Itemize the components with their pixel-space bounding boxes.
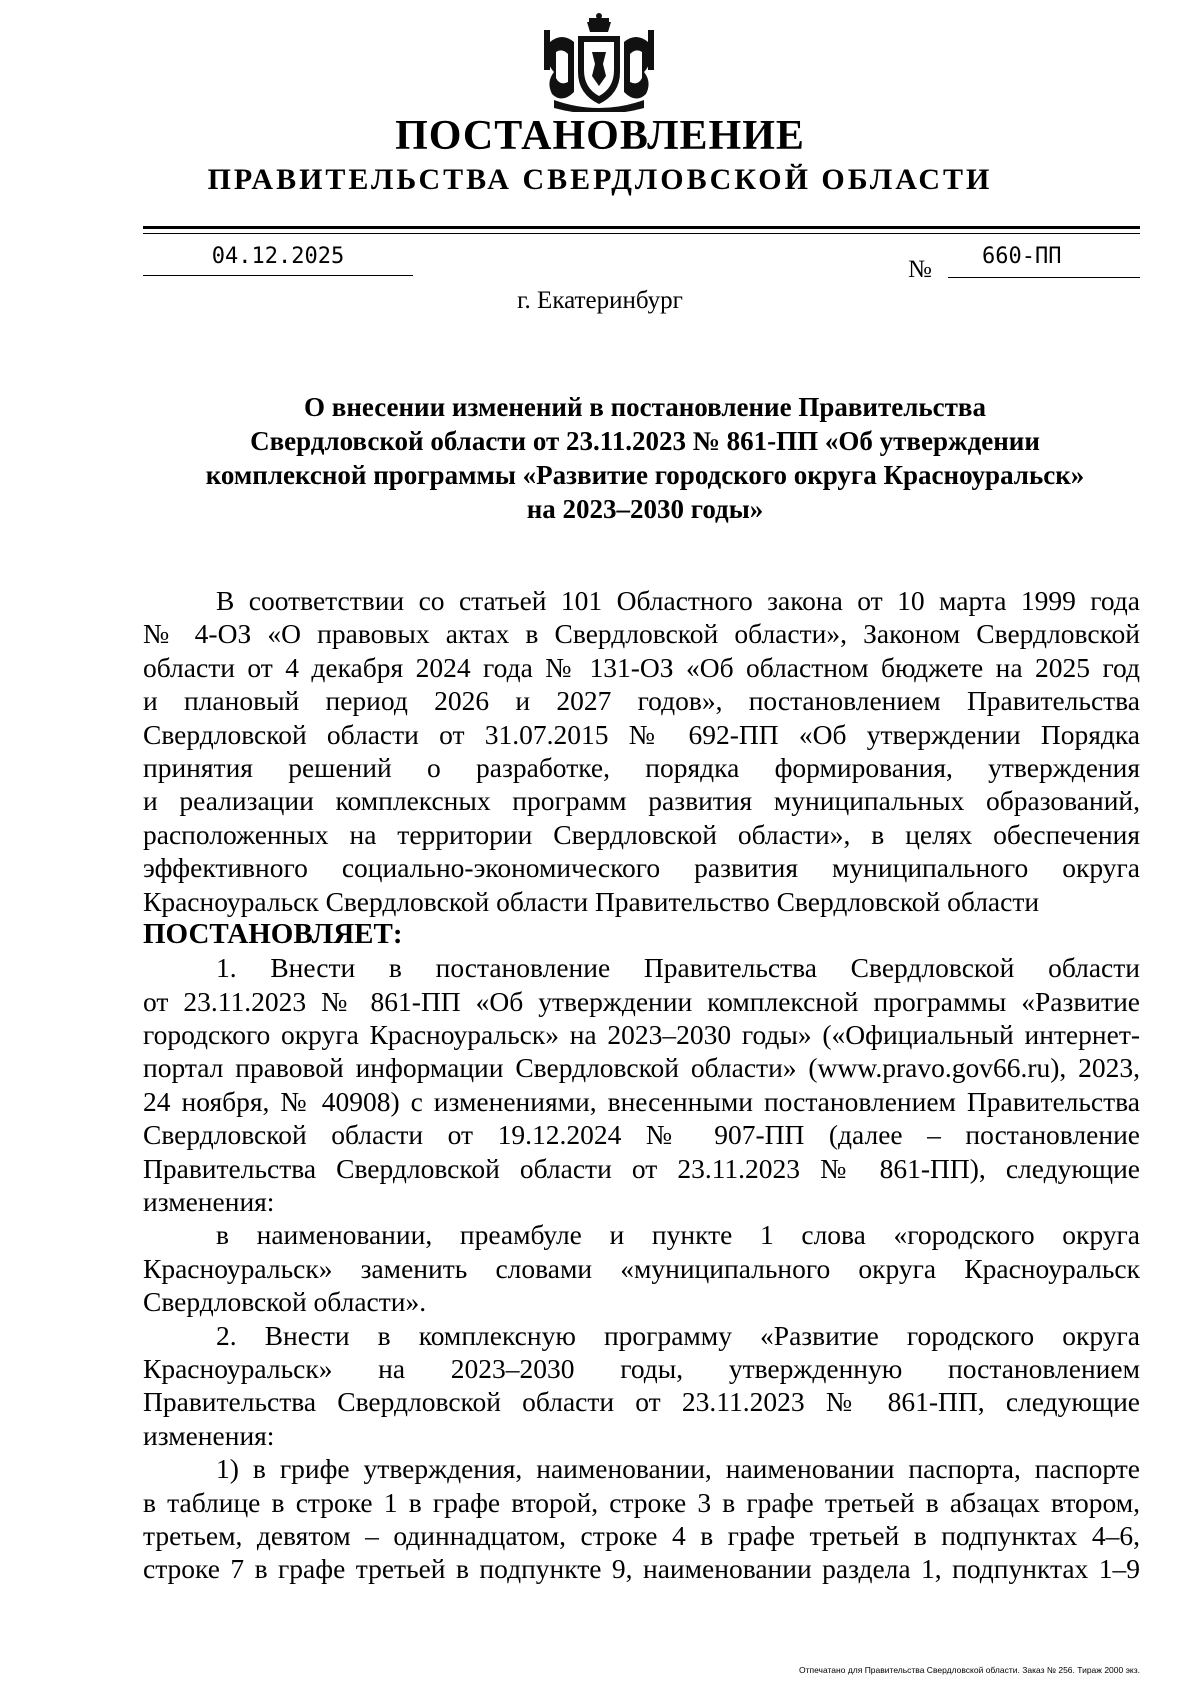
document-body bbox=[143, 584, 1140, 1586]
body-line: Красноуральск» заменить словами «муниципального округа Красноуральск bbox=[143, 1252, 1140, 1284]
document-subject bbox=[150, 390, 1140, 526]
body-line: третьем, девятом – одиннадцатом, строке 4 в графе третьей в подпунктах 4–6, bbox=[143, 1519, 1140, 1551]
body-line: принятия решений о разработке, порядка формирования, утверждения bbox=[143, 751, 1140, 783]
document-type-title: ПОСТАНОВЛЕНИЕ bbox=[395, 113, 805, 159]
header-divider-thin bbox=[143, 233, 1140, 234]
document-number: 660-ПП bbox=[948, 244, 1140, 278]
body-line: В соответствии со статьей 101 Областного закона от 10 марта 1999 года bbox=[216, 585, 1140, 616]
number-sign: № bbox=[908, 256, 932, 283]
document-city: г. Екатеринбург bbox=[517, 287, 683, 314]
body-line: Свердловской области». bbox=[143, 1286, 427, 1318]
subject-line: комплексной программы «Развитие городского округа Красноуральск» bbox=[205, 460, 1085, 490]
body-line: Правительства Свердловской области от 23.11.2023 № 861-ПП, следующие bbox=[143, 1386, 1140, 1418]
body-line: 1) в грифе утверждения, наименовании, наименовании паспорта, паспорте bbox=[216, 1453, 1140, 1485]
subject-line: на 2023–2030 годы» bbox=[526, 494, 764, 524]
body-line: городского округа Красноуральск» на 2023–2030 годы» («Официальный интернет- bbox=[143, 1019, 1140, 1051]
body-line: 1. Внести в постановление Правительства Свердловской области bbox=[216, 952, 1140, 984]
print-footer: Отпечатано для Правительства Свердловской области. Заказ № 256. Тираж 2000 экз. bbox=[798, 1665, 1140, 1675]
body-line: и плановый период 2026 и 2027 годов», постановлением Правительства bbox=[143, 685, 1140, 717]
document-date: 04.12.2025 bbox=[143, 244, 413, 276]
body-line: расположенных на территории Свердловской области», в целях обеспечения bbox=[143, 818, 1140, 850]
body-line: в наименовании, преамбуле и пункте 1 слова «городского округа bbox=[216, 1219, 1140, 1251]
body-line: в таблице в строке 1 в графе второй, строке 3 в графе третьей в абзацах втором, bbox=[143, 1486, 1140, 1518]
resolution-heading: ПОСТАНОВЛЯЕТ: bbox=[143, 917, 403, 950]
body-line: изменения: bbox=[143, 1419, 275, 1451]
body-line: строке 7 в графе третьей в подпункте 9, наименовании раздела 1, подпунктах 1–9 bbox=[143, 1553, 1140, 1585]
coat-of-arms-emblem bbox=[540, 12, 658, 112]
body-line: 2. Внести в комплексную программу «Развитие городского округа bbox=[216, 1319, 1140, 1351]
body-line: Свердловской области от 31.07.2015 № 692-ПП «Об утверждении Порядка bbox=[143, 718, 1140, 750]
body-line: изменения: bbox=[143, 1186, 275, 1218]
body-line: эффективного социально-экономического развития муниципального округа bbox=[143, 852, 1140, 884]
subject-line: Свердловской области от 23.11.2023 № 861-ПП «Об утверждении bbox=[250, 426, 1040, 456]
body-line: Свердловской области от 19.12.2024 № 907-ПП (далее – постановление bbox=[143, 1119, 1140, 1151]
body-line: 24 ноября, № 40908) с изменениями, внесенными постановлением Правительства bbox=[143, 1085, 1140, 1117]
body-line: Красноуральск Свердловской области Правительство Свердловской области bbox=[143, 885, 1040, 917]
issuer-title: ПРАВИТЕЛЬСТВА СВЕРДЛОВСКОЙ ОБЛАСТИ bbox=[207, 163, 993, 196]
body-line: Красноуральск» на 2023–2030 годы, утвержденную постановлением bbox=[143, 1352, 1140, 1384]
body-line: от 23.11.2023 № 861-ПП «Об утверждении комплексной программы «Развитие bbox=[143, 985, 1140, 1017]
body-line: № 4-ОЗ «О правовых актах в Свердловской области», Законом Свердловской bbox=[143, 618, 1140, 650]
header-divider-thick bbox=[143, 226, 1140, 229]
body-line: области от 4 декабря 2024 года № 131-ОЗ «Об областном бюджете на 2025 год bbox=[143, 651, 1140, 683]
body-line: портал правовой информации Свердловской области» (www.pravo.gov66.ru), 2023, bbox=[143, 1052, 1140, 1084]
body-line: Правительства Свердловской области от 23.11.2023 № 861-ПП), следующие bbox=[143, 1152, 1140, 1184]
body-line: и реализации комплексных программ развития муниципальных образований, bbox=[143, 785, 1140, 817]
subject-line: О внесении изменений в постановление Правительства bbox=[304, 392, 986, 422]
